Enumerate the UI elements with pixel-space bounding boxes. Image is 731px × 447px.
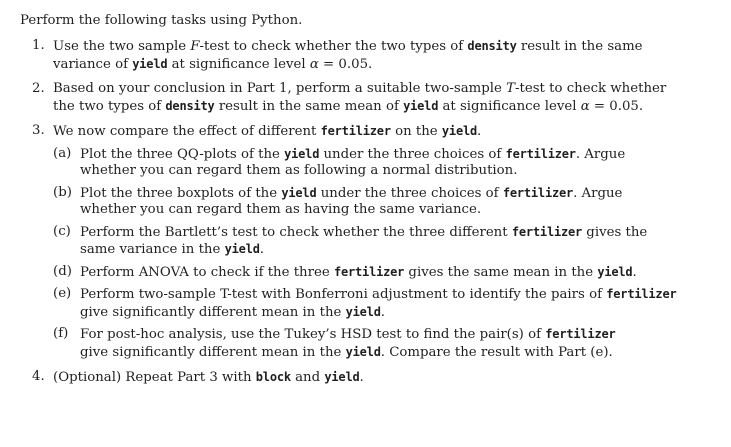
code-term: fertilizer (505, 146, 576, 161)
task-number: 3. (32, 123, 45, 138)
code-term: fertilizer (545, 327, 616, 341)
subtask-text-line: give significantly different mean in the yield. (80, 304, 385, 320)
subtask-text-line: whether you can regard them as having the same variance. (80, 202, 482, 217)
subtask-label: (a) (53, 145, 72, 161)
subtask-text-line: For post-hoc analysis, use the Tukey’s HSD test to find the pair(s) of fertilizer (80, 327, 616, 342)
code-term: yield (284, 146, 320, 161)
code-term: yield (345, 304, 381, 319)
subtask-item-a (53, 146, 720, 180)
code-term: yield (403, 98, 439, 113)
subtask-text-line: give significantly different mean in the yield. Compare the result with Part (e). (80, 344, 613, 360)
code-term: fertilizer (333, 264, 405, 279)
subtask-item-e (53, 286, 720, 321)
task-item-2 (20, 81, 720, 115)
task-number: 4. (32, 369, 45, 384)
math-symbol: T (506, 81, 516, 96)
code-term: density (467, 39, 517, 53)
subtask-text-line: Plot the three QQ-plots of the yield under the three choices of fertilizer. Argue (80, 146, 626, 162)
task-item-3 (20, 123, 720, 361)
code-term: yield (345, 344, 381, 359)
subtask-label: (b) (53, 184, 72, 200)
code-term: fertilizer (502, 185, 574, 200)
subtask-label: (c) (53, 223, 71, 239)
task-text-line: We now compare the effect of different fertilizer on the yield. (53, 124, 482, 139)
task-item-1 (20, 38, 720, 73)
subtask-text-line: Plot the three boxplots of the yield under the three choices of fertilizer. Argue (80, 185, 623, 201)
assignment-document (20, 12, 720, 395)
subtask-item-f (53, 326, 720, 361)
math-symbol: F (190, 39, 200, 54)
subtask-text-line: Perform the Bartlett’s test to check whether the three different fertilizer gives the (80, 224, 648, 240)
code-term: block (255, 370, 291, 384)
subtask-item-d (53, 264, 720, 282)
code-term: yield (132, 56, 168, 71)
code-term: yield (597, 264, 633, 279)
task-number: 2. (32, 81, 45, 96)
subtask-label: (d) (53, 263, 72, 279)
task-number: 1. (32, 38, 45, 53)
code-term: fertilizer (320, 124, 391, 138)
subtask-item-b (53, 185, 720, 219)
subtask-text-line: same variance in the yield. (80, 242, 264, 257)
code-term: fertilizer (606, 287, 677, 301)
math-symbol: α (309, 56, 319, 72)
code-term: yield (281, 185, 317, 200)
subtask-text-line: whether you can regard them as following a normal distribution. (80, 163, 518, 178)
task-item-4 (20, 369, 720, 387)
code-term: density (165, 98, 215, 113)
task-text-line: (Optional) Repeat Part 3 with block and yield. (53, 370, 364, 385)
code-term: fertilizer (511, 224, 583, 239)
task-text-line: Based on your conclusion in Part 1, perform a suitable two-sample T-test to check whether (53, 81, 667, 96)
task-list (20, 38, 720, 387)
task-text-line: Use the two sample F-test to check whether the two types of density result in the same (53, 39, 643, 54)
code-term: yield (324, 370, 360, 384)
subtask-text-line: Perform two-sample T-test with Bonferroni adjustment to identify the pairs of fertilizer (80, 287, 677, 302)
subtask-label: (f) (53, 326, 69, 341)
intro-text: Perform the following tasks using Python. (20, 13, 303, 28)
task-text-line: variance of yield at significance level α = 0.05. (53, 56, 373, 72)
subtask-text-line: Perform ANOVA to check if the three fertilizer gives the same mean in the yield. (80, 264, 637, 280)
task-text-line: the two types of density result in the same mean of yield at significance level α = 0.05. (53, 98, 644, 114)
subtask-item-c (53, 224, 720, 259)
code-term: yield (441, 124, 478, 138)
code-term: yield (224, 242, 260, 256)
math-symbol: α (580, 98, 590, 114)
subtask-label: (e) (53, 286, 72, 301)
